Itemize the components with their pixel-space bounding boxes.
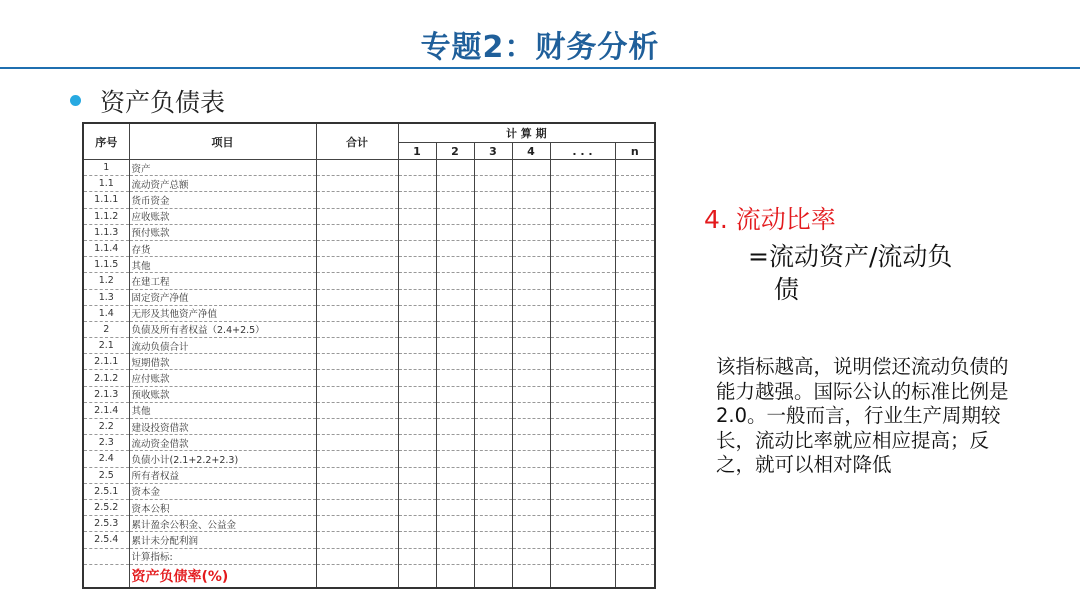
table-row [83,402,655,418]
row-value-cell [615,273,655,289]
row-value-cell [615,257,655,273]
row-item-name: 计算指标: [129,548,316,564]
row-value-cell [550,321,615,337]
row-value-cell [436,419,474,435]
row-value-cell [436,499,474,515]
metric-title: 4. 流动比率 [704,205,836,234]
row-item-name: 资本金 [129,483,316,499]
row-value-cell [398,386,436,402]
row-value-cell [550,483,615,499]
row-value-cell [615,240,655,256]
table-row [83,160,655,176]
row-value-cell [316,499,398,515]
row-value-cell [615,532,655,548]
row-value-cell [474,289,512,305]
row-value-cell [398,467,436,483]
row-value-cell [316,402,398,418]
row-value-cell [474,160,512,176]
row-value-cell [474,402,512,418]
row-value-cell [550,176,615,192]
row-value-cell [550,402,615,418]
row-value-cell [316,208,398,224]
row-value-cell [512,240,550,256]
table-row [83,273,655,289]
row-value-cell [398,176,436,192]
row-value-cell [316,240,398,256]
row-value-cell [512,192,550,208]
row-number: 1.3 [83,289,129,305]
row-number: 1 [83,160,129,176]
table-row [83,176,655,192]
row-item-name: 累计未分配利润 [129,532,316,548]
row-number: 2.2 [83,419,129,435]
row-value-cell [436,273,474,289]
row-value-cell [615,451,655,467]
row-value-cell [398,240,436,256]
row-value-cell [512,224,550,240]
row-value-cell [474,451,512,467]
row-item-name: 负债小计(2.1+2.2+2.3) [129,451,316,467]
row-value-cell [316,321,398,337]
row-value-cell [436,354,474,370]
row-value-cell [436,467,474,483]
row-value-cell [615,483,655,499]
row-number: 1.1.1 [83,192,129,208]
table-row [83,483,655,499]
row-value-cell [316,386,398,402]
row-value-cell [436,224,474,240]
table-row [83,499,655,515]
header-period-4: 4 [512,143,550,160]
row-value-cell [436,305,474,321]
row-item-name: 预付账款 [129,224,316,240]
row-value-cell [316,160,398,176]
row-value-cell [512,370,550,386]
row-value-cell [398,499,436,515]
row-value-cell [550,451,615,467]
row-value-cell [512,532,550,548]
row-value-cell [316,192,398,208]
section-heading: 资产负债表 [100,88,226,117]
row-value-cell [398,160,436,176]
row-value-cell [615,289,655,305]
row-value-cell [316,532,398,548]
row-value-cell [615,192,655,208]
row-value-cell [512,176,550,192]
row-value-cell [615,548,655,564]
row-value-cell [398,516,436,532]
row-item-name: 负债及所有者权益（2.4+2.5） [129,321,316,337]
row-value-cell [436,451,474,467]
row-value-cell [512,435,550,451]
row-value-cell [436,370,474,386]
row-value-cell [512,289,550,305]
row-item-name: 应收账款 [129,208,316,224]
row-number [83,548,129,564]
row-value-cell [398,338,436,354]
row-item-name: 资产 [129,160,316,176]
row-value-cell [615,321,655,337]
row-value-cell [550,289,615,305]
row-value-cell [512,483,550,499]
row-number: 2.5.3 [83,516,129,532]
row-value-cell [436,289,474,305]
row-value-cell [316,338,398,354]
row-value-cell [436,532,474,548]
row-value-cell [550,435,615,451]
row-value-cell [398,483,436,499]
row-value-cell [615,176,655,192]
header-calc-period: 计 算 期 [398,123,655,143]
row-value-cell [550,224,615,240]
row-value-cell [474,305,512,321]
row-value-cell [550,208,615,224]
row-value-cell [398,354,436,370]
header-period-2: 2 [436,143,474,160]
row-value-cell [398,402,436,418]
row-item-name: 在建工程 [129,273,316,289]
table-row [83,338,655,354]
row-value-cell [474,435,512,451]
table-row [83,305,655,321]
row-value-cell [316,419,398,435]
row-number: 1.1 [83,176,129,192]
row-value-cell [316,257,398,273]
row-value-cell [474,273,512,289]
row-value-cell [316,548,398,564]
row-number [83,564,129,588]
row-value-cell [550,257,615,273]
row-value-cell [436,483,474,499]
row-value-cell [398,321,436,337]
row-number: 2.5 [83,467,129,483]
table-row [83,516,655,532]
row-value-cell [316,224,398,240]
row-value-cell [474,564,512,588]
balance-sheet-body [83,160,655,588]
row-item-name: 预收账款 [129,386,316,402]
row-value-cell [316,564,398,588]
table-row-highlight [83,564,655,588]
table-row [83,240,655,256]
row-number: 2.5.2 [83,499,129,515]
row-value-cell [398,435,436,451]
row-value-cell [512,305,550,321]
row-item-name: 短期借款 [129,354,316,370]
row-number: 2.3 [83,435,129,451]
table-row [83,224,655,240]
row-item-name: 资本公积 [129,499,316,515]
table-row [83,370,655,386]
table-row [83,321,655,337]
row-value-cell [398,224,436,240]
table-row [83,257,655,273]
row-number: 1.4 [83,305,129,321]
metric-formula [748,240,1008,306]
row-item-name: 存货 [129,240,316,256]
row-number: 2 [83,321,129,337]
row-value-cell [474,240,512,256]
row-value-cell [474,467,512,483]
header-period-n: n [615,143,655,160]
row-value-cell [436,338,474,354]
row-value-cell [550,386,615,402]
row-value-cell [615,224,655,240]
row-value-cell [512,516,550,532]
row-value-cell [398,451,436,467]
row-value-cell [512,321,550,337]
header-period-3: 3 [474,143,512,160]
table-row [83,419,655,435]
row-value-cell [316,483,398,499]
row-value-cell [474,224,512,240]
row-value-cell [474,192,512,208]
title-divider [0,67,1080,69]
row-value-cell [550,564,615,588]
row-value-cell [512,386,550,402]
row-value-cell [474,338,512,354]
row-item-name: 固定资产净值 [129,289,316,305]
row-number: 2.1.1 [83,354,129,370]
header-period-ellipsis: . . . [550,143,615,160]
row-value-cell [316,273,398,289]
row-value-cell [615,435,655,451]
row-value-cell [474,257,512,273]
row-value-cell [474,499,512,515]
row-value-cell [615,419,655,435]
row-value-cell [398,564,436,588]
row-value-cell [615,516,655,532]
row-value-cell [550,273,615,289]
row-number: 1.1.3 [83,224,129,240]
row-number: 2.1.3 [83,386,129,402]
row-value-cell [512,451,550,467]
row-value-cell [316,516,398,532]
row-value-cell [550,160,615,176]
table-row [83,435,655,451]
row-value-cell [436,257,474,273]
header-total: 合计 [316,123,398,160]
row-value-cell [615,208,655,224]
row-value-cell [398,532,436,548]
row-value-cell [615,370,655,386]
table-row [83,192,655,208]
header-item: 项目 [129,123,316,160]
row-value-cell [615,564,655,588]
row-value-cell [474,516,512,532]
row-value-cell [398,305,436,321]
row-value-cell [615,402,655,418]
table-row [83,451,655,467]
row-value-cell [316,289,398,305]
table-row [83,532,655,548]
row-value-cell [316,370,398,386]
row-value-cell [474,370,512,386]
row-value-cell [474,532,512,548]
row-value-cell [436,564,474,588]
row-item-name: 流动资产总额 [129,176,316,192]
row-value-cell [474,386,512,402]
table-row [83,208,655,224]
header-period-1: 1 [398,143,436,160]
row-number: 2.1 [83,338,129,354]
row-value-cell [512,273,550,289]
header-no: 序号 [83,123,129,160]
row-value-cell [316,467,398,483]
row-value-cell [512,208,550,224]
row-value-cell [615,338,655,354]
row-value-cell [512,564,550,588]
row-value-cell [512,402,550,418]
bullet-dot-icon [70,95,81,106]
row-value-cell [615,499,655,515]
row-value-cell [550,548,615,564]
slide-title: 专题2：财务分析 [420,30,660,65]
row-number: 2.1.2 [83,370,129,386]
row-item-name: 累计盈余公积金、公益金 [129,516,316,532]
balance-sheet-table [82,122,656,589]
row-number: 1.1.5 [83,257,129,273]
table-row [83,289,655,305]
row-value-cell [436,548,474,564]
row-value-cell [436,321,474,337]
row-value-cell [512,257,550,273]
table-row [83,548,655,564]
row-item-name: 无形及其他资产净值 [129,305,316,321]
row-value-cell [316,176,398,192]
row-value-cell [550,516,615,532]
row-value-cell [398,370,436,386]
row-value-cell [615,386,655,402]
row-value-cell [474,354,512,370]
row-value-cell [436,516,474,532]
table-row [83,354,655,370]
row-item-name: 货币资金 [129,192,316,208]
row-value-cell [474,419,512,435]
row-item-name: 资产负债率(%) [129,564,316,588]
row-value-cell [436,176,474,192]
row-value-cell [550,467,615,483]
row-item-name: 应付账款 [129,370,316,386]
row-value-cell [474,321,512,337]
row-number: 2.4 [83,451,129,467]
row-value-cell [512,338,550,354]
metric-description: 该指标越高，说明偿还流动负债的能力越强。国际公认的标准比例是2.0。一般而言，行业生产周期较长，流动比率就应相应提高；反之，就可以相对降低 [716,355,1009,476]
row-number: 2.5.4 [83,532,129,548]
row-value-cell [512,548,550,564]
row-value-cell [398,208,436,224]
row-value-cell [615,160,655,176]
row-value-cell [512,419,550,435]
row-value-cell [550,305,615,321]
row-value-cell [550,240,615,256]
row-value-cell [316,435,398,451]
row-value-cell [436,386,474,402]
table-row [83,467,655,483]
row-value-cell [550,338,615,354]
row-value-cell [316,451,398,467]
row-value-cell [512,499,550,515]
row-value-cell [436,208,474,224]
row-item-name: 建设投资借款 [129,419,316,435]
row-number: 1.1.4 [83,240,129,256]
row-value-cell [316,305,398,321]
row-value-cell [436,192,474,208]
row-value-cell [615,467,655,483]
row-value-cell [474,176,512,192]
row-value-cell [436,240,474,256]
row-value-cell [398,548,436,564]
row-value-cell [316,354,398,370]
row-value-cell [436,435,474,451]
row-value-cell [474,483,512,499]
row-value-cell [550,419,615,435]
row-number: 1.2 [83,273,129,289]
row-number: 2.1.4 [83,402,129,418]
row-item-name: 流动负债合计 [129,338,316,354]
row-value-cell [615,354,655,370]
metric-formula-line1: =流动资产/流动负 [748,242,953,271]
balance-sheet-image [82,122,654,598]
row-value-cell [550,499,615,515]
row-value-cell [474,208,512,224]
row-value-cell [550,532,615,548]
row-value-cell [512,160,550,176]
table-row [83,386,655,402]
row-item-name: 其他 [129,257,316,273]
row-value-cell [512,354,550,370]
row-value-cell [398,419,436,435]
row-value-cell [550,192,615,208]
row-value-cell [550,354,615,370]
row-item-name: 其他 [129,402,316,418]
row-value-cell [398,192,436,208]
row-value-cell [512,467,550,483]
row-value-cell [615,305,655,321]
metric-formula-line2: 债 [774,275,800,304]
row-value-cell [398,257,436,273]
row-number: 1.1.2 [83,208,129,224]
row-value-cell [474,548,512,564]
row-value-cell [550,370,615,386]
row-number: 2.5.1 [83,483,129,499]
row-value-cell [398,273,436,289]
row-item-name: 流动资金借款 [129,435,316,451]
row-value-cell [398,289,436,305]
row-value-cell [436,402,474,418]
row-item-name: 所有者权益 [129,467,316,483]
row-value-cell [436,160,474,176]
